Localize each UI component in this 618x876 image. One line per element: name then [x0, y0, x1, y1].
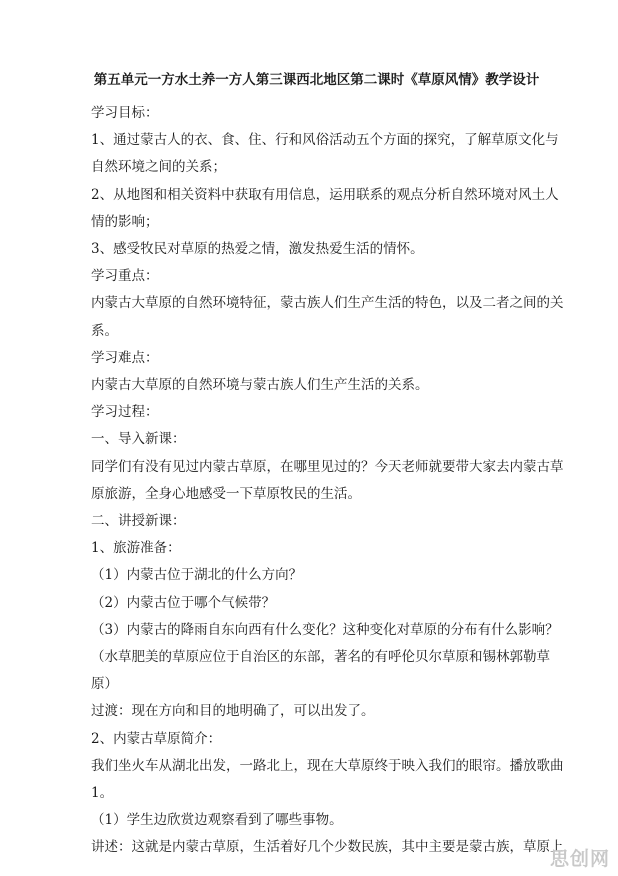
text-line: 过渡：现在方向和目的地明确了，可以出发了。 [91, 703, 375, 720]
text-line: 学习重点： [91, 268, 159, 285]
document-body [91, 100, 564, 862]
text-line: 讲述：这就是内蒙古草原，生活着好几个少数民族，其中主要是蒙古族，草原上 [91, 839, 564, 856]
text-line: 学习目标： [91, 105, 159, 121]
text-line: 3、感受牧民对草原的热爱之情，激发热爱生活的情怀。 [91, 241, 424, 258]
text-line: （水草肥美的草原应位于自治区的东部，著名的有呼伦贝尔草原和锡林郭勒草 [91, 649, 550, 666]
text-line: 原） [91, 676, 118, 693]
text-line: 我们坐火车从湖北出发，一路北上，现在大草原终于映入我们的眼帘。播放歌曲 [91, 757, 564, 774]
text-line: 同学们有没有见过内蒙古草原，在哪里见过的？今天老师就要带大家去内蒙古草 [91, 458, 564, 475]
text-line: （1）学生边欣赏边观察看到了哪些事物。 [91, 812, 343, 829]
text-line: 一、导入新课： [91, 431, 186, 448]
text-line: 2、内蒙古草原简介： [91, 730, 222, 747]
document-title: 第五单元一方水土养一方人第三课西北地区第二课时《草原风情》教学设计 [93, 72, 540, 88]
text-line: 系。 [91, 322, 118, 339]
text-line: 原旅游，全身心地感受一下草原牧民的生活。 [91, 485, 361, 502]
text-line: 1、旅游准备： [91, 540, 181, 557]
text-line: （3）内蒙古的降雨自东向西有什么变化？这种变化对草原的分布有什么影响？ [91, 621, 559, 638]
text-line: 情的影响； [91, 213, 159, 230]
text-line: 内蒙古大草原的自然环境特征，蒙古族人们生产生活的特色，以及二者之间的关 [91, 295, 564, 312]
text-line: （2）内蒙古位于哪个气候带？ [91, 594, 276, 611]
text-line: （1）内蒙古位于湖北的什么方向？ [91, 567, 303, 584]
text-line: 学习难点： [91, 349, 159, 366]
text-line: 自然环境之间的关系； [91, 159, 226, 176]
text-line: 1。 [91, 785, 114, 802]
text-line: 内蒙古大草原的自然环境与蒙古族人们生产生活的关系。 [91, 377, 429, 394]
text-line: 1、通过蒙古人的衣、食、住、行和风俗活动五个方面的探究，了解草原文化与 [91, 132, 559, 149]
text-line: 2、从地图和相关资料中获取有用信息，运用联系的观点分析自然环境对风土人 [91, 186, 559, 203]
text-line: 二、讲授新课： [91, 513, 186, 530]
text-line: 学习过程： [91, 404, 159, 421]
site-watermark: 思创网 [549, 848, 610, 870]
